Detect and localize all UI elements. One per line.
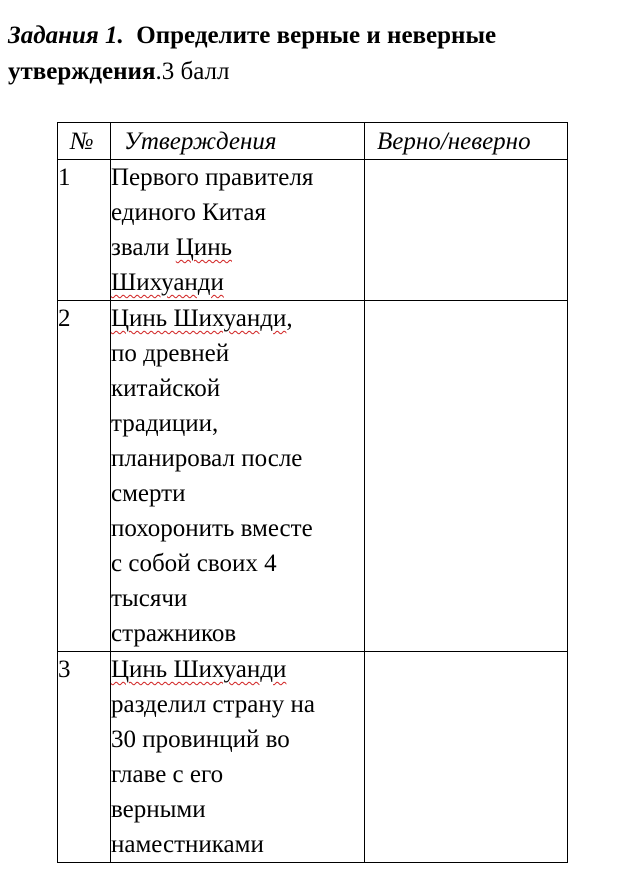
statement-text: по древней (111, 340, 230, 367)
answer-cell[interactable] (365, 652, 568, 863)
row-number: 3 (58, 652, 111, 863)
statement-line (111, 652, 364, 687)
answer-cell[interactable] (365, 301, 568, 652)
statement-line (111, 722, 364, 757)
statement-text: традиции, (111, 410, 219, 437)
spellcheck-flagged-text: Цинь Шихуанди (111, 656, 287, 683)
statement-line (111, 827, 364, 862)
answer-cell[interactable] (365, 160, 568, 301)
statement-text: 30 провинций во (111, 726, 290, 753)
statement-line (111, 687, 364, 722)
statement-text: с собой своих 4 (111, 550, 277, 577)
statement-line (111, 160, 364, 195)
table-header-row (58, 123, 568, 160)
statement-text: главе с его (111, 761, 224, 788)
statement-line (111, 301, 364, 336)
statement-cell (111, 301, 365, 652)
statement-text: планировал после (111, 445, 303, 472)
statements-table (57, 122, 568, 863)
statement-cell (111, 652, 365, 863)
statement-text: тысячи (111, 585, 188, 612)
spellcheck-flagged-text: Цинь Шихуанди (111, 305, 287, 332)
statement-line (111, 511, 364, 546)
task-score: .3 балл (155, 58, 230, 85)
row-number: 1 (58, 160, 111, 301)
statement-text: смерти (111, 480, 186, 507)
row-number: 2 (58, 301, 111, 652)
statement-line (111, 581, 364, 616)
statement-text: звали (111, 234, 176, 261)
statement-line (111, 476, 364, 511)
statement-text: единого Китая (111, 199, 267, 226)
table-row (58, 301, 568, 652)
statement-text: стражников (111, 620, 237, 647)
statement-line (111, 441, 364, 476)
statement-text: , (286, 305, 293, 332)
statement-line (111, 336, 364, 371)
statement-line (111, 757, 364, 792)
task-label: Задания 1. (8, 22, 124, 49)
table-body (58, 160, 568, 863)
statement-text: Первого правителя (111, 164, 314, 191)
statement-line (111, 195, 364, 230)
column-header-statement: Утверждения (111, 123, 365, 160)
statement-text: верными (111, 796, 206, 823)
statement-text: похоронить вместе (111, 515, 313, 542)
statement-text: разделил страну на (111, 691, 315, 718)
column-header-answer: Верно/неверно (365, 123, 568, 160)
task-prompt: Определите верные и неверные утверждения (8, 22, 497, 85)
statement-line (111, 546, 364, 581)
statement-line (111, 616, 364, 651)
statement-line (111, 406, 364, 441)
statement-cell (111, 160, 365, 301)
table-row (58, 652, 568, 863)
statement-text: наместниками (111, 831, 264, 858)
statement-line (111, 792, 364, 827)
statement-line (111, 265, 364, 300)
statement-text: китайской (111, 375, 221, 402)
table-row (58, 160, 568, 301)
statement-line (111, 371, 364, 406)
spellcheck-flagged-text: Цинь (175, 234, 232, 261)
task-heading (8, 18, 608, 90)
spellcheck-flagged-text: Шихуанди (111, 269, 224, 296)
column-header-number: № (58, 123, 111, 160)
statement-line (111, 230, 364, 265)
